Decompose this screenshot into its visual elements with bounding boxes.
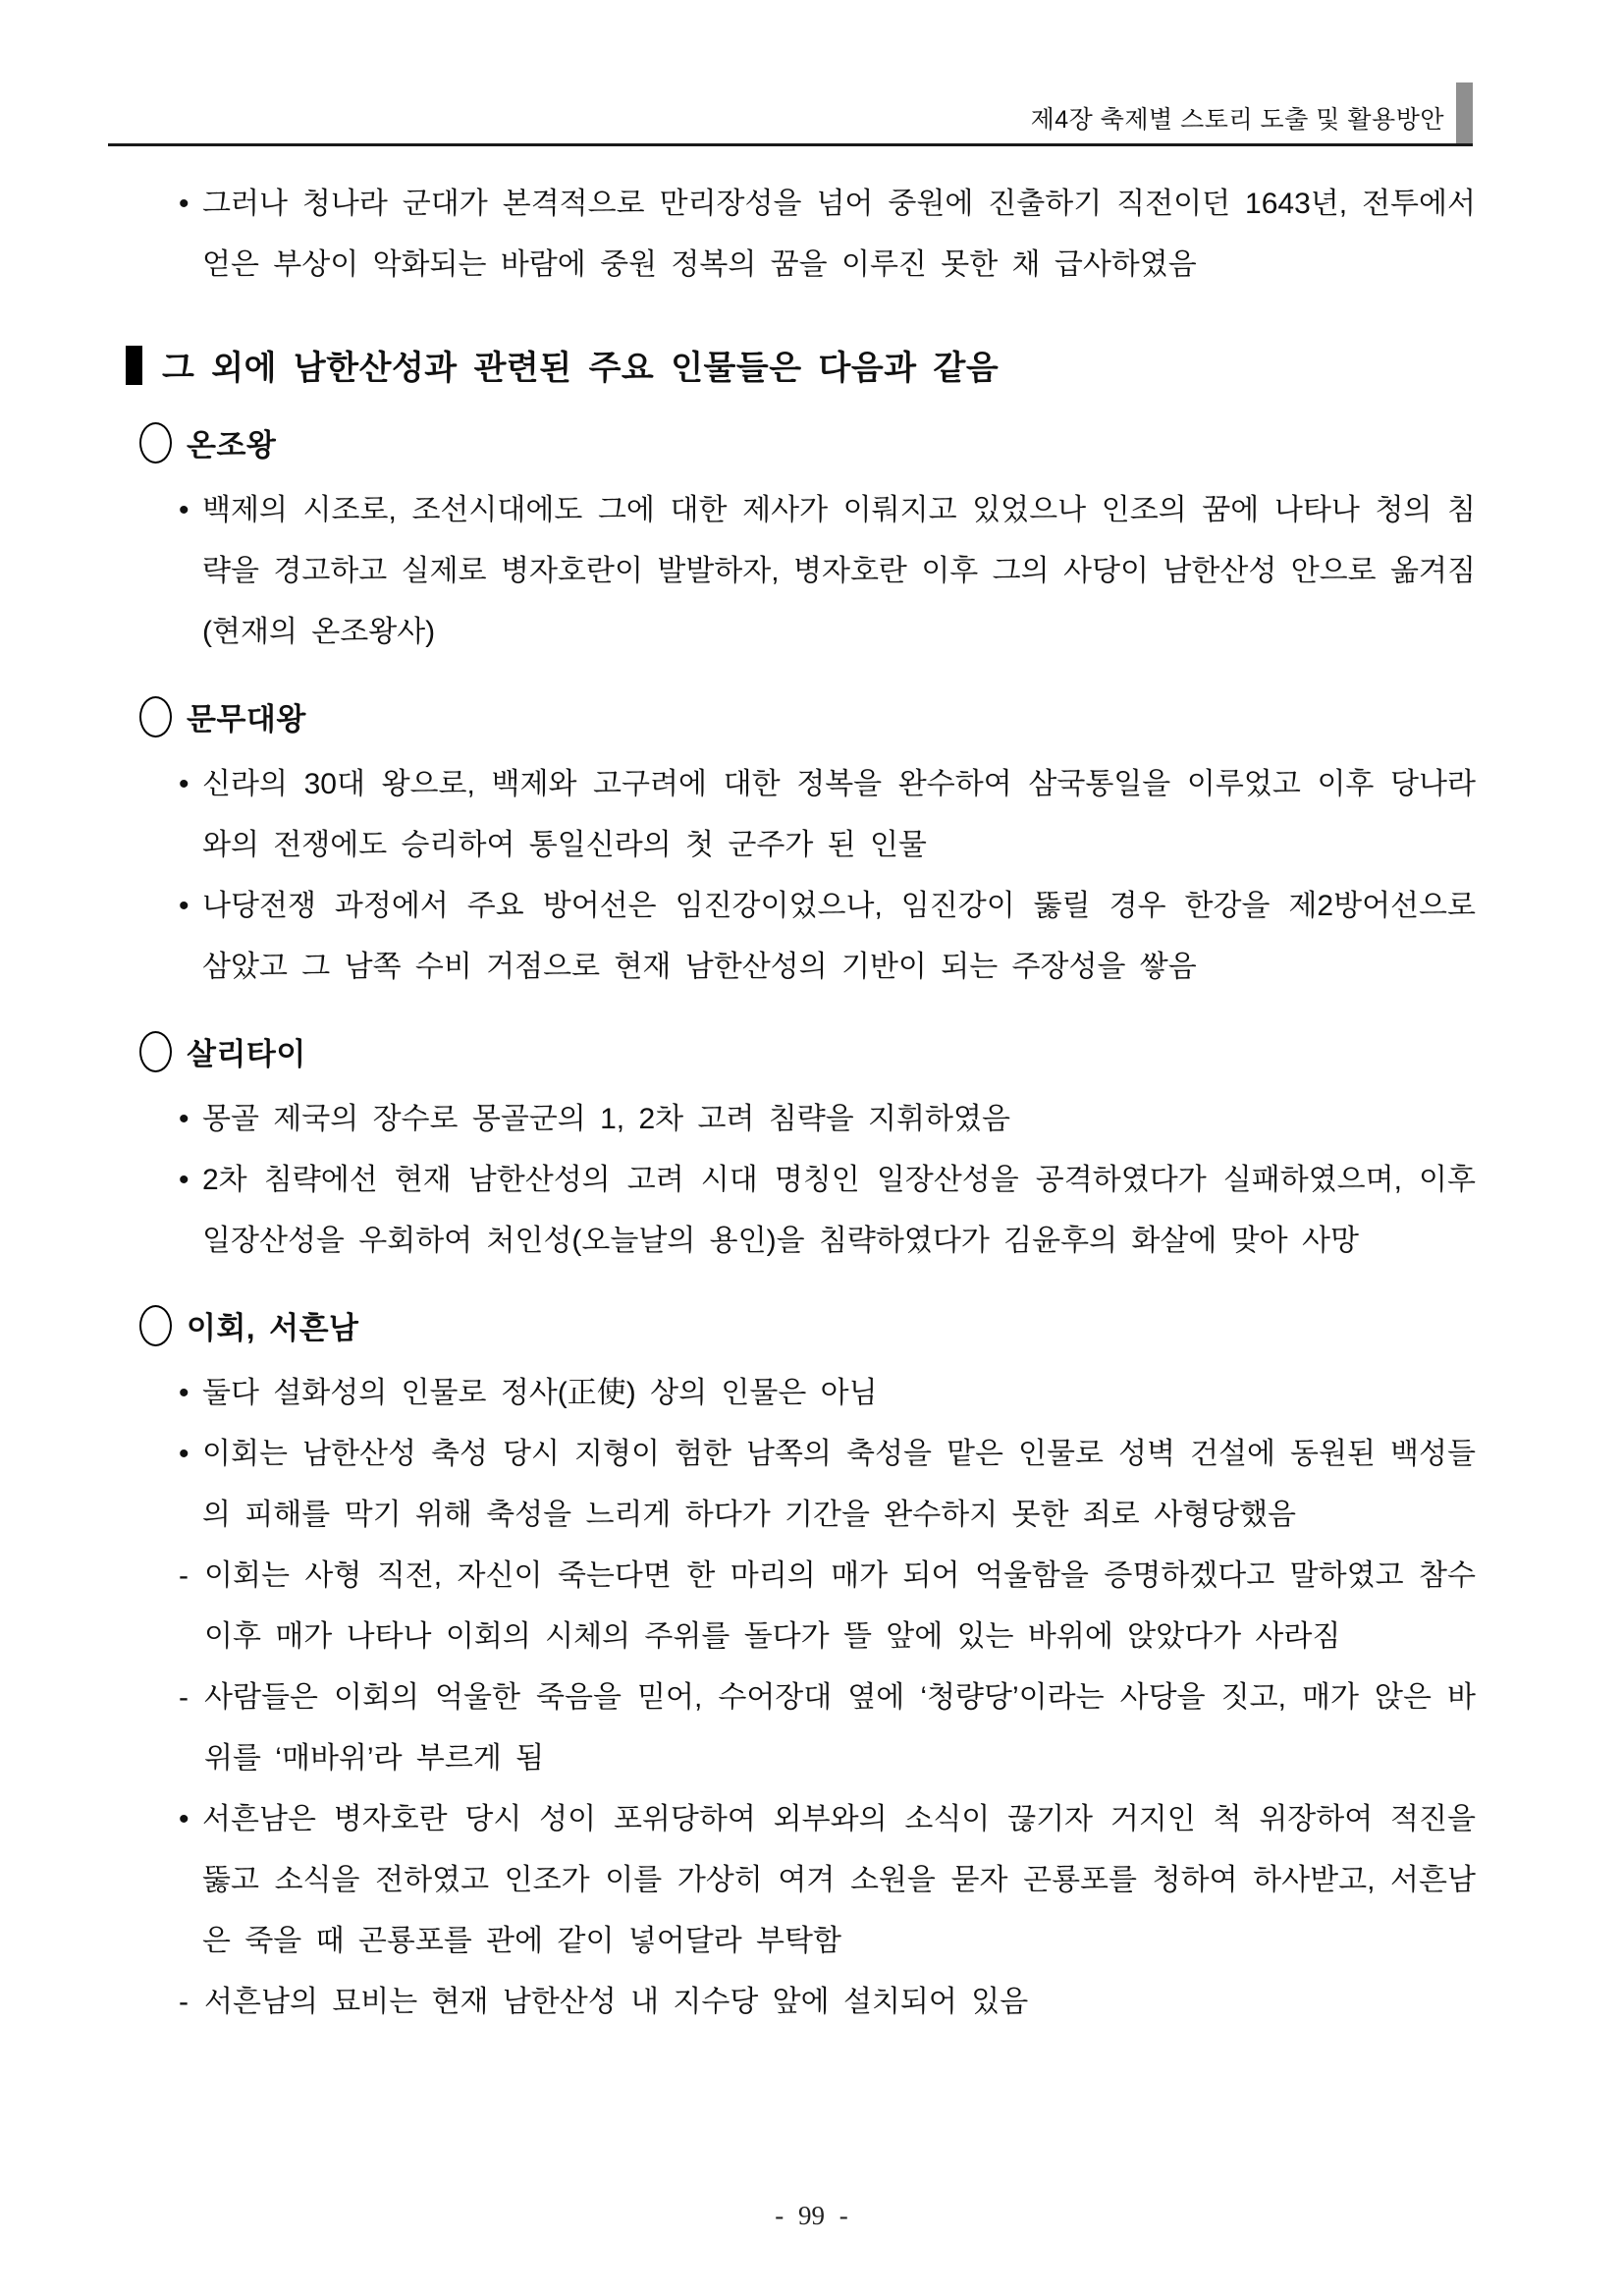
circle-icon <box>139 696 172 738</box>
dash-icon: - <box>179 1986 189 2018</box>
list-item-text: 이회는 남한산성 축성 당시 지형이 험한 남쪽의 축성을 맡은 인물로 성벽 건설에 동원된 백성들의 피해를 막기 위해 축성을 느리게 하다가 기간을 완수하지 못한 죄로 사형당했음 <box>202 1438 1476 1531</box>
chapter-title: 제4장 축제별 스토리 도출 및 활용방안 <box>1030 106 1444 134</box>
list-item <box>179 1546 1476 1667</box>
list-item <box>179 174 1476 296</box>
circle-icon <box>139 422 172 464</box>
page-header <box>108 82 1473 146</box>
bullet-icon: • <box>179 1803 189 1835</box>
bullet-icon: • <box>179 494 189 526</box>
list-item-text: 신라의 30대 왕으로, 백제와 고구려에 대한 정복을 완수하여 삼국통일을 이루었고 이후 당나라와의 전쟁에도 승리하여 통일신라의 첫 군주가 된 인물 <box>202 768 1476 861</box>
list-item <box>179 1972 1476 2033</box>
group-title: 이회, 서흔남 <box>187 1311 359 1345</box>
bullet-icon: • <box>179 890 189 922</box>
list-item <box>179 1363 1476 1424</box>
list-item <box>179 876 1476 998</box>
bullet-icon: • <box>179 188 189 220</box>
group-title: 온조왕 <box>187 428 277 463</box>
dash-icon: - <box>179 1681 189 1714</box>
bullet-icon: • <box>179 1438 189 1470</box>
list-item-text: 2차 침략에선 현재 남한산성의 고려 시대 명칭인 일장산성을 공격하였다가 실패하였으며, 이후 일장산성을 우회하여 처인성(오늘날의 용인)을 침략하였다가 김윤후의 화살에 맞아 사망 <box>202 1164 1476 1257</box>
black-bar-icon <box>126 346 142 385</box>
group-heading <box>139 420 1476 465</box>
group-heading <box>139 694 1476 738</box>
list-item <box>179 1150 1476 1272</box>
list-item-text: 서흔남은 병자호란 당시 성이 포위당하여 외부와의 소식이 끊기자 거지인 척 위장하여 적진을 뚫고 소식을 전하였고 인조가 이를 가상히 여겨 소원을 묻자 곤룡포를 청하여 하사받고, 서흔남은 죽을 때 곤룡포를 관에 같이 넣어달라 부탁함 <box>202 1803 1476 1957</box>
list-item-text: 백제의 시조로, 조선시대에도 그에 대한 제사가 이뤄지고 있었으나 인조의 꿈에 나타나 청의 침략을 경고하고 실제로 병자호란이 발발하자, 병자호란 이후 그의 사당이 남한산성 안으로 옮겨짐(현재의 온조왕사) <box>202 494 1476 648</box>
bullet-icon: • <box>179 1377 189 1409</box>
circle-icon <box>139 1031 172 1072</box>
list-item <box>179 1667 1476 1789</box>
list-item <box>179 1424 1476 1546</box>
list-item <box>179 1089 1476 1150</box>
group-title: 문무대왕 <box>187 702 306 737</box>
section-heading <box>126 341 1476 389</box>
list-item <box>179 480 1476 663</box>
gray-bar-icon <box>1456 82 1473 143</box>
list-item-text: 서흔남의 묘비는 현재 남한산성 내 지수당 앞에 설치되어 있음 <box>204 1986 1029 2018</box>
list-item-text: 사람들은 이회의 억울한 죽음을 믿어, 수어장대 옆에 ‘청량당’이라는 사당을 짓고, 매가 앉은 바위를 ‘매바위’라 부르게 됨 <box>204 1681 1476 1775</box>
list-item-text: 나당전쟁 과정에서 주요 방어선은 임진강이었으나, 임진강이 뚫릴 경우 한강을 제2방어선으로 삼았고 그 남쪽 수비 거점으로 현재 남한산성의 기반이 되는 주장성을 쌓음 <box>202 890 1476 983</box>
list-item-text: 몽골 제국의 장수로 몽골군의 1, 2차 고려 침략을 지휘하였음 <box>202 1103 1010 1135</box>
circle-icon <box>139 1305 172 1346</box>
group-heading <box>139 1029 1476 1073</box>
group-title: 살리타이 <box>187 1037 306 1071</box>
list-item <box>179 754 1476 876</box>
list-item-text: 이회는 사형 직전, 자신이 죽는다면 한 마리의 매가 되어 억울함을 증명하겠다고 말하였고 참수 이후 매가 나타나 이회의 시체의 주위를 돌다가 뜰 앞에 있는 바위에 앉았다가 사라짐 <box>204 1559 1476 1653</box>
section-title: 그 외에 남한산성과 관련된 주요 인물들은 다음과 같음 <box>162 350 1000 387</box>
bullet-icon: • <box>179 768 189 800</box>
bullet-icon: • <box>179 1164 189 1196</box>
bullet-icon: • <box>179 1103 189 1135</box>
list-item-text: 그러나 청나라 군대가 본격적으로 만리장성을 넘어 중원에 진출하기 직전이던 1643년, 전투에서 얻은 부상이 악화되는 바람에 중원 정복의 꿈을 이루진 못한 채 급사하였음 <box>202 188 1476 281</box>
list-item <box>179 1789 1476 1972</box>
page-number: - 99 - <box>775 2201 848 2230</box>
list-item-text: 둘다 설화성의 인물로 정사(正使) 상의 인물은 아님 <box>202 1377 878 1409</box>
group-heading <box>139 1303 1476 1347</box>
dash-icon: - <box>179 1559 189 1592</box>
